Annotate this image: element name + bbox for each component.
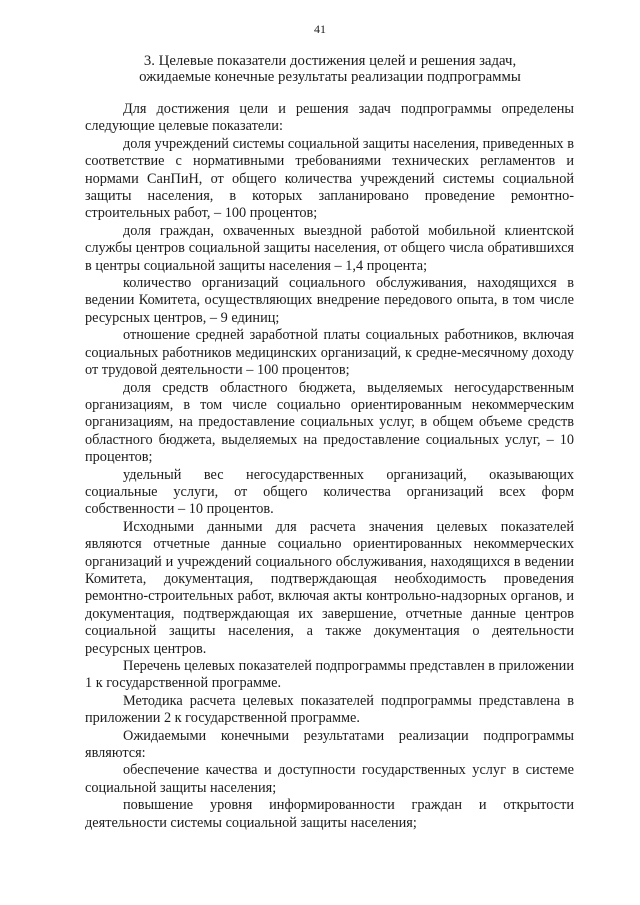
indicator-item: доля граждан, охваченных выездной работой мобильной клиентской службы центров социальной защиты населения, от общего числа обратившихся в центры социальной защиты населения – 1,4 процента; <box>85 222 574 274</box>
methodology-paragraph: Методика расчета целевых показателей подпрограммы представлена в приложении 2 к государственной программе. <box>85 692 574 727</box>
indicator-item: отношение средней заработной платы социальных работников, включая социальных работников медицинских организаций, к средне-месячному доходу от трудовой деятельности – 100 процентов; <box>85 327 574 379</box>
indicator-item: доля учреждений системы социальной защиты населения, приведенных в соответствие с нормативными требованиями технических регламентов и нормами СанПиН, от общего количества учреждений системы социальной защиты населения, в которых запланировано проведение ремонтно-строительных работ, – 100 процентов; <box>85 135 574 222</box>
body-text <box>85 101 574 832</box>
source-data-paragraph: Исходными данными для расчета значения целевых показателей являются отчетные данные социально ориентированных некоммерческих организаций и учреждений социального обслуживания, находящихся в ведении Комитета, документация, подтверждающая необходимость проведения ремонтно-строительных работ, включая акты контрольно-надзорных органов, и документация, подтверждающая их завершение, отчетные данные центров социальной защиты населения, а также документация о деятельности ресурсных центров. <box>85 518 574 657</box>
indicator-item: удельный вес негосударственных организаций, оказывающих социальные услуги, от общего количества организаций всех форм собственности – 10 процентов. <box>85 466 574 518</box>
section-heading-line-2: ожидаемые конечные результаты реализации подпрограммы <box>139 69 521 85</box>
indicator-list-paragraph: Перечень целевых показателей подпрограммы представлен в приложении 1 к государственной программе. <box>85 658 574 692</box>
page-number: 41 <box>314 22 326 36</box>
indicator-item: количество организаций социального обслуживания, находящихся в ведении Комитета, осуществляющих внедрение передового опыта, в том числе ресурсных центров, – 9 единиц; <box>85 275 574 326</box>
intro-paragraph: Для достижения цели и решения задач подпрограммы определены следующие целевые показатели: <box>85 101 574 135</box>
indicator-item: доля средств областного бюджета, выделяемых негосударственным организациям, в том числе социально ориентированным некоммерческим организациям, на предоставление социальных услуг, в общем объеме средств областного бюджета, выделяемых на предоставление социальных услуг, – 10 процентов; <box>85 379 574 466</box>
expected-result-item: повышение уровня информированности граждан и открытости деятельности системы социальной защиты населения; <box>85 797 574 831</box>
expected-result-item: обеспечение качества и доступности государственных услуг в системе социальной защиты населения; <box>85 762 574 796</box>
section-heading <box>80 53 580 85</box>
section-heading-line-1: 3. Целевые показатели достижения целей и решения задач, <box>143 53 517 69</box>
expected-results-intro: Ожидаемыми конечными результатами реализации подпрограммы являются: <box>85 727 574 762</box>
